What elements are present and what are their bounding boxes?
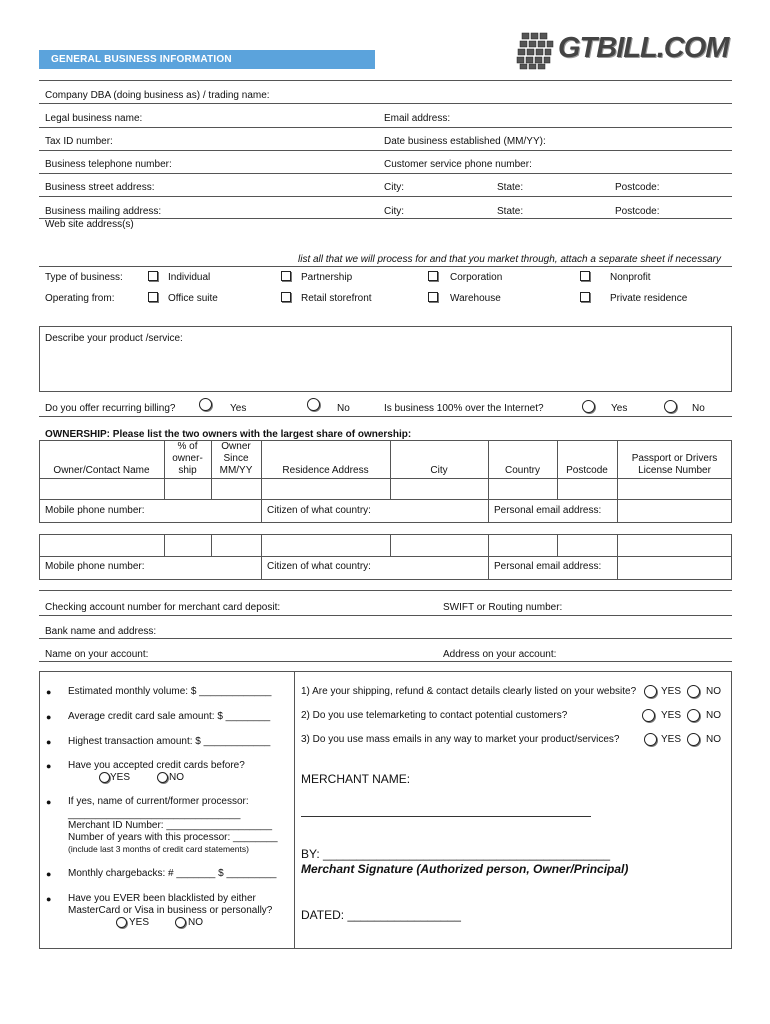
highest-transaction-label[interactable]: Highest transaction amount: $ ____________ xyxy=(68,736,271,747)
private-residence-label: Private residence xyxy=(610,293,688,304)
internet-no-label: No xyxy=(692,403,705,414)
divider xyxy=(39,590,732,591)
dated-field[interactable]: DATED: _________________ xyxy=(301,908,461,922)
bullet: ● xyxy=(46,869,52,879)
avg-sale-label[interactable]: Average credit card sale amount: $ ________ xyxy=(68,711,271,722)
telephone-field[interactable] xyxy=(39,173,732,174)
date-established-label: Date business established (MM/YY): xyxy=(384,136,546,147)
mailing-address-label: Business mailing address: xyxy=(45,206,162,217)
q3-yes-radio[interactable] xyxy=(644,733,657,746)
col-pct-line3: ship xyxy=(178,465,197,476)
col-postcode: Postcode xyxy=(566,465,608,476)
accepted-yes-radio[interactable] xyxy=(99,772,110,783)
col-divider xyxy=(261,534,262,580)
years-processor-label[interactable]: Number of years with this processor: ________ xyxy=(68,832,278,843)
merchant-name-label: MERCHANT NAME: xyxy=(301,772,411,786)
processor-name-label: If yes, name of current/former processor: xyxy=(68,796,249,807)
col-residence: Residence Address xyxy=(282,465,369,476)
office-suite-checkbox[interactable] xyxy=(148,292,158,302)
col-since-line1: Owner xyxy=(221,441,251,452)
retail-storefront-label: Retail storefront xyxy=(301,293,372,304)
signature-label: Merchant Signature (Authorized person, Owner/Principal) xyxy=(301,862,629,876)
blacklisted-label-1: Have you EVER been blacklisted by either xyxy=(68,893,256,904)
internet-no-radio[interactable] xyxy=(664,400,677,413)
recurring-yes-label: Yes xyxy=(230,403,247,414)
internet-yes-radio[interactable] xyxy=(582,400,595,413)
q2-no-label: NO xyxy=(706,710,721,721)
company-dba-field[interactable] xyxy=(39,103,732,104)
row-divider xyxy=(39,556,732,557)
checking-account-label: Checking account number for merchant card deposit: xyxy=(45,602,281,613)
blacklisted-no-label: NO xyxy=(188,917,203,928)
bank-name-field[interactable] xyxy=(39,638,732,639)
corporation-label: Corporation xyxy=(450,272,503,283)
col-divider xyxy=(488,440,489,523)
col-divider xyxy=(211,534,212,556)
by-signature-field[interactable]: BY: ___________________________________________ xyxy=(301,847,610,861)
retail-storefront-checkbox[interactable] xyxy=(281,292,291,302)
owner-1-mobile-label: Mobile phone number: xyxy=(45,505,145,516)
owner-1-email-label: Personal email address: xyxy=(494,505,602,516)
q3-label: 3) Do you use mass emails in any way to market your product/services? xyxy=(301,734,620,745)
nonprofit-label: Nonprofit xyxy=(610,272,651,283)
col-divider xyxy=(261,440,262,523)
q2-yes-radio[interactable] xyxy=(642,709,655,722)
col-divider xyxy=(488,534,489,580)
logo-text: GTBILL.COM xyxy=(558,32,729,64)
q1-yes-radio[interactable] xyxy=(644,685,657,698)
owner-2-citizen-label: Citizen of what country: xyxy=(267,561,371,572)
q1-no-label: NO xyxy=(706,686,721,697)
statements-note: (include last 3 months of credit card statements) xyxy=(68,844,249,854)
col-country: Country xyxy=(504,465,540,476)
tax-id-field[interactable] xyxy=(39,150,732,151)
mailing-city-label: City: xyxy=(384,206,404,217)
blacklisted-yes-radio[interactable] xyxy=(116,917,127,928)
owner-1-citizen-label: Citizen of what country: xyxy=(267,505,371,516)
email-label: Email address: xyxy=(384,113,451,124)
partnership-label: Partnership xyxy=(301,272,353,283)
divider xyxy=(39,416,732,417)
section-title-banner: GENERAL BUSINESS INFORMATION xyxy=(39,50,375,69)
warehouse-label: Warehouse xyxy=(450,293,501,304)
legal-name-field[interactable] xyxy=(39,127,732,128)
city-label: City: xyxy=(384,182,404,193)
q2-no-radio[interactable] xyxy=(687,709,700,722)
q2-label: 2) Do you use telemarketing to contact potential customers? xyxy=(301,710,568,721)
account-name-field[interactable] xyxy=(39,661,732,662)
bullet: ● xyxy=(46,712,52,722)
company-dba-label: Company DBA (doing business as) / trading name: xyxy=(45,90,270,101)
row-divider xyxy=(39,478,732,479)
private-residence-checkbox[interactable] xyxy=(580,292,590,302)
col-divider xyxy=(557,534,558,556)
owner-2-mobile-label: Mobile phone number: xyxy=(45,561,145,572)
recurring-no-label: No xyxy=(337,403,350,414)
street-address-label: Business street address: xyxy=(45,182,155,193)
business-type-label: Type of business: xyxy=(45,272,123,283)
blacklisted-no-radio[interactable] xyxy=(175,917,186,928)
accepted-before-label: Have you accepted credit cards before? xyxy=(68,760,245,771)
merchant-name-field[interactable] xyxy=(301,816,591,817)
col-since-line3: MM/YY xyxy=(219,465,253,476)
mailing-state-label: State: xyxy=(497,206,524,217)
col-owner-name: Owner/Contact Name xyxy=(53,465,150,476)
col-pct-line1: % of xyxy=(177,441,198,452)
legal-name-label: Legal business name: xyxy=(45,113,143,124)
q1-no-radio[interactable] xyxy=(687,685,700,698)
warehouse-checkbox[interactable] xyxy=(428,292,438,302)
website-note: list all that we will process for and that you market through, attach a separate sheet if necessary xyxy=(298,254,721,265)
customer-service-label: Customer service phone number: xyxy=(384,159,532,170)
nonprofit-checkbox[interactable] xyxy=(580,271,590,281)
partnership-checkbox[interactable] xyxy=(281,271,291,281)
gtbill-logo xyxy=(516,31,729,71)
processor-name-field[interactable]: _______________________________ xyxy=(68,809,241,820)
street-address-field[interactable] xyxy=(39,196,732,197)
postcode-label: Postcode: xyxy=(615,182,660,193)
divider xyxy=(39,80,732,81)
chargebacks-label[interactable]: Monthly chargebacks: # _______ $ _________ xyxy=(68,868,277,879)
q1-label: 1) Are your shipping, refund & contact details clearly listed on your website? xyxy=(301,686,637,697)
q1-yes-label: YES xyxy=(661,686,682,697)
checking-account-field[interactable] xyxy=(39,615,732,616)
account-address-label: Address on your account: xyxy=(443,649,557,660)
q2-yes-label: YES xyxy=(661,710,682,721)
bullet: ● xyxy=(46,894,52,904)
bullet: ● xyxy=(46,761,52,771)
internet-business-label: Is business 100% over the Internet? xyxy=(384,403,544,414)
swift-label: SWIFT or Routing number: xyxy=(443,602,563,613)
logo-grid-icon xyxy=(516,31,556,71)
accepted-no-label: NO xyxy=(169,772,184,783)
accepted-yes-label: YES xyxy=(110,772,131,783)
q3-yes-label: YES xyxy=(661,734,682,745)
q3-no-radio[interactable] xyxy=(687,733,700,746)
owner-2-table xyxy=(39,534,732,580)
internet-yes-label: Yes xyxy=(611,403,628,414)
office-suite-label: Office suite xyxy=(168,293,218,304)
bank-name-label: Bank name and address: xyxy=(45,626,157,637)
accepted-no-radio[interactable] xyxy=(157,772,168,783)
bullet: ● xyxy=(46,737,52,747)
bullet: ● xyxy=(46,797,52,807)
tax-id-label: Tax ID number: xyxy=(45,136,113,147)
bullet: ● xyxy=(46,687,52,697)
col-divider xyxy=(617,534,618,580)
monthly-volume-label[interactable]: Estimated monthly volume: $ _____________ xyxy=(68,686,272,697)
col-pct-line2: owner- xyxy=(172,453,203,464)
recurring-no-radio[interactable] xyxy=(307,398,320,411)
blacklisted-label-2: MasterCard or Visa in business or personally? xyxy=(68,905,273,916)
website-field[interactable] xyxy=(39,266,732,267)
row-divider xyxy=(39,499,732,500)
recurring-yes-radio[interactable] xyxy=(199,398,212,411)
col-since-line2: Since xyxy=(223,453,249,464)
account-name-label: Name on your account: xyxy=(45,649,149,660)
blacklisted-yes-label: YES xyxy=(129,917,150,928)
col-passport-line1: Passport or Drivers xyxy=(631,453,718,464)
website-label: Web site address(s) xyxy=(45,219,134,230)
recurring-billing-label: Do you offer recurring billing? xyxy=(45,403,176,414)
ownership-title: OWNERSHIP: Please list the two owners with the largest share of ownership: xyxy=(45,429,412,440)
describe-product-label: Describe your product /service: xyxy=(45,333,183,344)
telephone-label: Business telephone number: xyxy=(45,159,172,170)
corporation-checkbox[interactable] xyxy=(428,271,438,281)
q3-no-label: NO xyxy=(706,734,721,745)
col-divider xyxy=(164,534,165,556)
col-city: City xyxy=(430,465,448,476)
merchant-id-label[interactable]: Merchant ID Number: ___________________ xyxy=(68,820,273,831)
col-passport-line2: License Number xyxy=(638,465,711,476)
mailing-postcode-label: Postcode: xyxy=(615,206,660,217)
individual-checkbox[interactable] xyxy=(148,271,158,281)
mailing-address-field[interactable] xyxy=(39,218,732,219)
operating-from-label: Operating from: xyxy=(45,293,115,304)
owner-2-email-label: Personal email address: xyxy=(494,561,602,572)
individual-label: Individual xyxy=(168,272,211,283)
state-label: State: xyxy=(497,182,524,193)
col-divider xyxy=(390,534,391,556)
col-divider xyxy=(294,671,295,949)
